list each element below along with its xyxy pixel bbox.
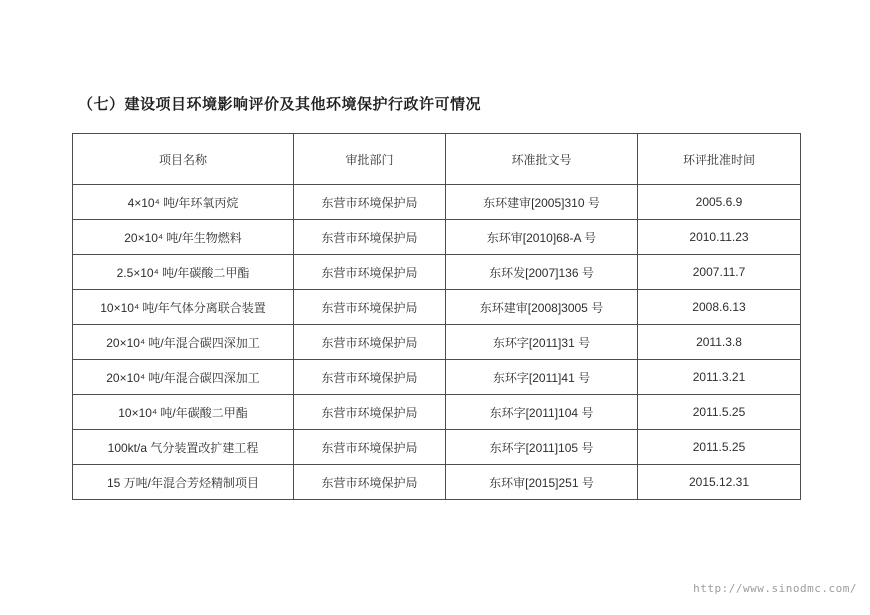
table-row — [73, 395, 801, 430]
approval-department-cell: 东营市环境保护局 — [294, 255, 446, 290]
approval-date-cell: 2011.5.25 — [638, 395, 801, 430]
approval-date-cell: 2011.3.8 — [638, 325, 801, 360]
approval-department-cell: 东营市环境保护局 — [294, 395, 446, 430]
table-row — [73, 465, 801, 500]
table-row — [73, 220, 801, 255]
watermark-url: http://www.sinodmc.com/ — [693, 582, 857, 595]
project-name-cell: 20×10⁴ 吨/年混合碳四深加工 — [73, 360, 294, 395]
project-name-cell: 100kt/a 气分装置改扩建工程 — [73, 430, 294, 465]
table-header-row — [73, 134, 801, 185]
section-title: （七）建设项目环境影响评价及其他环境保护行政许可情况 — [78, 96, 482, 113]
approval-department-cell: 东营市环境保护局 — [294, 360, 446, 395]
approval-table — [72, 133, 801, 500]
approval-date-cell: 2007.11.7 — [638, 255, 801, 290]
table-row — [73, 360, 801, 395]
table-row — [73, 325, 801, 360]
table-body — [73, 185, 801, 500]
approval-date-cell: 2015.12.31 — [638, 465, 801, 500]
approval-doc-number-cell: 东环字[2011]104 号 — [446, 395, 638, 430]
approval-date-cell: 2011.5.25 — [638, 430, 801, 465]
table-row — [73, 430, 801, 465]
project-name-cell: 15 万吨/年混合芳烃精制项目 — [73, 465, 294, 500]
column-header-approval-department: 审批部门 — [294, 134, 446, 185]
project-name-cell: 4×10⁴ 吨/年环氧丙烷 — [73, 185, 294, 220]
approval-doc-number-cell: 东环建审[2005]310 号 — [446, 185, 638, 220]
project-name-cell: 20×10⁴ 吨/年生物燃料 — [73, 220, 294, 255]
project-name-cell: 10×10⁴ 吨/年碳酸二甲酯 — [73, 395, 294, 430]
project-name-cell: 20×10⁴ 吨/年混合碳四深加工 — [73, 325, 294, 360]
approval-department-cell: 东营市环境保护局 — [294, 430, 446, 465]
approval-doc-number-cell: 东环建审[2008]3005 号 — [446, 290, 638, 325]
table-row — [73, 255, 801, 290]
approval-department-cell: 东营市环境保护局 — [294, 185, 446, 220]
approval-doc-number-cell: 东环字[2011]31 号 — [446, 325, 638, 360]
table-row — [73, 185, 801, 220]
approval-date-cell: 2005.6.9 — [638, 185, 801, 220]
approval-date-cell: 2010.11.23 — [638, 220, 801, 255]
approval-doc-number-cell: 东环发[2007]136 号 — [446, 255, 638, 290]
approval-doc-number-cell: 东环审[2015]251 号 — [446, 465, 638, 500]
approval-date-cell: 2011.3.21 — [638, 360, 801, 395]
column-header-approval-date: 环评批准时间 — [638, 134, 801, 185]
approval-date-cell: 2008.6.13 — [638, 290, 801, 325]
approval-department-cell: 东营市环境保护局 — [294, 220, 446, 255]
column-header-project-name: 项目名称 — [73, 134, 294, 185]
project-name-cell: 2.5×10⁴ 吨/年碳酸二甲酯 — [73, 255, 294, 290]
approval-doc-number-cell: 东环字[2011]105 号 — [446, 430, 638, 465]
approval-department-cell: 东营市环境保护局 — [294, 465, 446, 500]
project-name-cell: 10×10⁴ 吨/年气体分离联合装置 — [73, 290, 294, 325]
table-row — [73, 290, 801, 325]
approval-doc-number-cell: 东环字[2011]41 号 — [446, 360, 638, 395]
approval-doc-number-cell: 东环审[2010]68-A 号 — [446, 220, 638, 255]
column-header-approval-doc-number: 环准批文号 — [446, 134, 638, 185]
approval-department-cell: 东营市环境保护局 — [294, 325, 446, 360]
approval-department-cell: 东营市环境保护局 — [294, 290, 446, 325]
